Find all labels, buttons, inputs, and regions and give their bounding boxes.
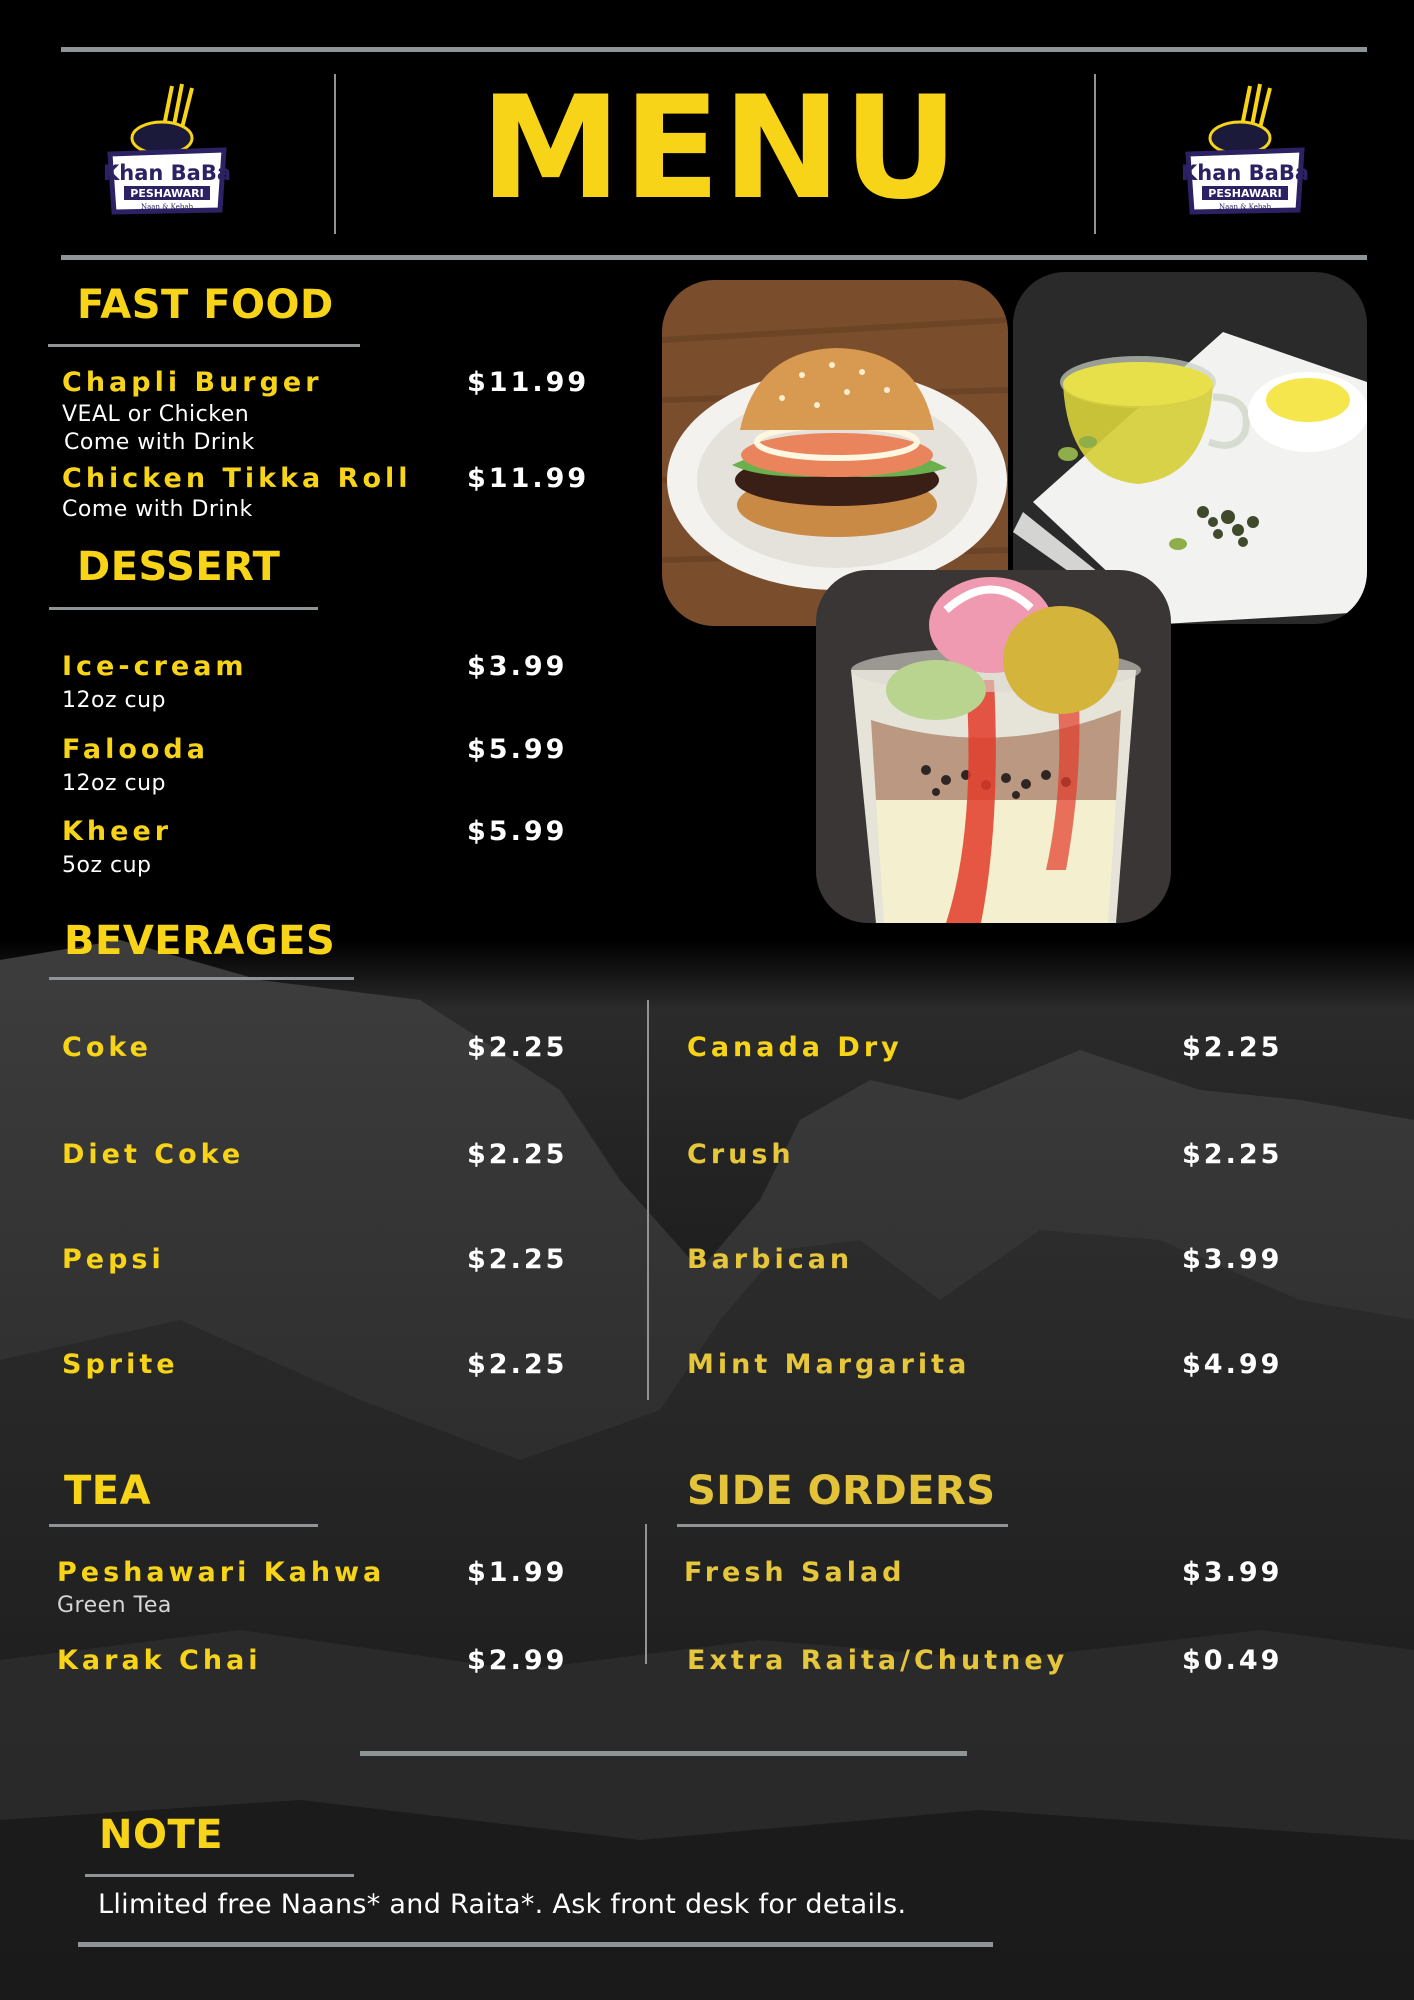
menu-item-price: $11.99 xyxy=(467,367,590,398)
fast-food-heading: FAST FOOD xyxy=(77,282,334,328)
menu-item-desc: Come with Drink xyxy=(64,430,255,455)
tea-heading: TEA xyxy=(64,1468,152,1514)
menu-item-desc: VEAL or Chicken xyxy=(62,402,250,427)
beverage-price: $3.99 xyxy=(1182,1244,1283,1275)
dessert-underline xyxy=(49,607,318,610)
beverage-name: Pepsi xyxy=(62,1244,165,1275)
beverages-underline xyxy=(49,977,354,980)
menu-item-price: $11.99 xyxy=(467,463,590,494)
beverage-price: $2.25 xyxy=(467,1032,568,1063)
beverage-name: Sprite xyxy=(62,1349,179,1380)
beverage-name: Coke xyxy=(62,1032,152,1063)
menu-item-name: Chicken Tikka Roll xyxy=(62,463,412,494)
svg-text:Khan BaBa: Khan BaBa xyxy=(102,161,232,185)
page-title: MENU xyxy=(480,66,961,231)
dessert-heading: DESSERT xyxy=(77,544,281,590)
note-underline xyxy=(85,1874,354,1877)
beverage-name: Canada Dry xyxy=(687,1032,903,1063)
svg-text:Naan & Kebab: Naan & Kebab xyxy=(141,203,193,211)
beverage-name: Diet Coke xyxy=(62,1139,245,1170)
menu-item-name: Kheer xyxy=(62,816,173,847)
menu-item-name: Ice-cream xyxy=(62,651,248,682)
beverage-price: $2.25 xyxy=(1182,1032,1283,1063)
note-text: Llimited free Naans* and Raita*. Ask front desk for details. xyxy=(98,1889,907,1920)
fast-food-underline xyxy=(48,344,360,347)
menu-item-desc: 5oz cup xyxy=(62,853,152,878)
menu-item-desc: Come with Drink xyxy=(62,497,253,522)
beverage-price: $2.25 xyxy=(467,1349,568,1380)
falooda-photo xyxy=(816,570,1171,923)
menu-item-name: Chapli Burger xyxy=(62,367,323,398)
beverage-name: Mint Margarita xyxy=(687,1349,971,1380)
note-bottom-rule xyxy=(78,1942,993,1947)
menu-item-price: $5.99 xyxy=(467,816,568,847)
menu-item-name: Extra Raita/Chutney xyxy=(687,1645,1069,1676)
svg-text:Naan & Kebab: Naan & Kebab xyxy=(1219,203,1271,211)
menu-item-desc: 12oz cup xyxy=(62,688,166,713)
menu-item-name: Falooda xyxy=(62,734,209,765)
menu-item-name: Fresh Salad xyxy=(684,1557,906,1588)
beverage-price: $2.25 xyxy=(1182,1139,1283,1170)
side-orders-heading: SIDE ORDERS xyxy=(687,1468,996,1514)
menu-item-price: $0.49 xyxy=(1182,1645,1283,1676)
beverage-price: $4.99 xyxy=(1182,1349,1283,1380)
menu-item-price: $2.99 xyxy=(467,1645,568,1676)
beverage-price: $2.25 xyxy=(467,1139,568,1170)
beverage-name: Crush xyxy=(687,1139,795,1170)
beverage-name: Barbican xyxy=(687,1244,854,1275)
khan-baba-logo-left xyxy=(102,76,232,226)
menu-item-name: Peshawari Kahwa xyxy=(57,1557,386,1588)
tea-side-divider xyxy=(645,1524,647,1664)
menu-item-price: $1.99 xyxy=(467,1557,568,1588)
svg-text:PESHAWARI: PESHAWARI xyxy=(1208,187,1282,200)
menu-item-price: $5.99 xyxy=(467,734,568,765)
menu-item-name: Karak Chai xyxy=(57,1645,262,1676)
menu-item-price: $3.99 xyxy=(467,651,568,682)
menu-item-price: $3.99 xyxy=(1182,1557,1283,1588)
beverages-heading: BEVERAGES xyxy=(64,918,336,964)
tea-underline xyxy=(49,1524,318,1527)
header-divider-right xyxy=(1094,74,1096,234)
menu-item-desc: Green Tea xyxy=(57,1593,172,1618)
header-top-rule xyxy=(61,47,1367,52)
beverages-column-divider xyxy=(647,1000,649,1400)
beverage-price: $2.25 xyxy=(467,1244,568,1275)
menu-item-desc: 12oz cup xyxy=(62,771,166,796)
side-orders-underline xyxy=(677,1524,1008,1527)
note-top-rule xyxy=(360,1751,967,1756)
note-heading: NOTE xyxy=(99,1812,224,1858)
header-bottom-rule xyxy=(61,255,1367,260)
svg-text:PESHAWARI: PESHAWARI xyxy=(130,187,204,200)
svg-text:Khan BaBa: Khan BaBa xyxy=(1180,161,1310,185)
khan-baba-logo-right xyxy=(1180,76,1310,226)
header-divider-left xyxy=(334,74,336,234)
